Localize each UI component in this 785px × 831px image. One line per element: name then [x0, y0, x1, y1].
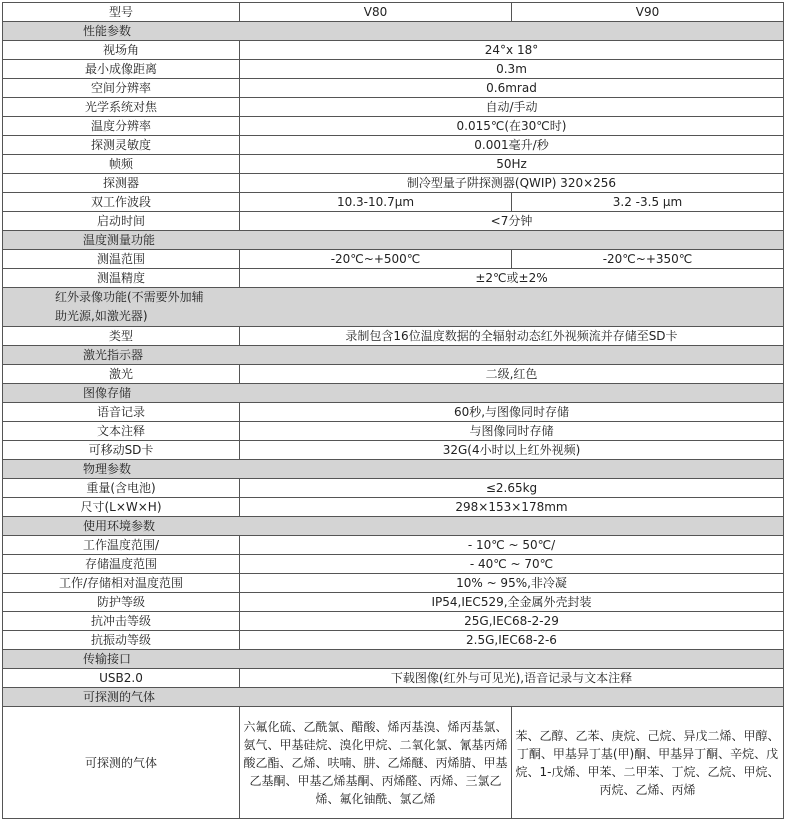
section-row	[3, 231, 784, 250]
row-value: 32G(4小时以上红外视频)	[240, 441, 784, 460]
row-value: 0.015℃(在30℃时)	[240, 117, 784, 136]
table-row	[3, 707, 784, 819]
row-label: 激光	[3, 365, 240, 384]
section-ir-record-text: 红外录像功能(不需要外加辅助光源,如激光器)	[55, 290, 204, 323]
row-value: 24°x 18°	[240, 41, 784, 60]
row-label: 尺寸(L×W×H)	[3, 498, 240, 517]
row-value-v80: 10.3-10.7μm	[240, 193, 512, 212]
row-value: 50Hz	[240, 155, 784, 174]
section-row	[3, 384, 784, 403]
section-ir-record	[3, 288, 784, 327]
section-row	[3, 288, 784, 327]
row-value: - 10℃ ~ 50℃/	[240, 536, 784, 555]
section-gases: 可探测的气体	[3, 688, 784, 707]
table-row	[3, 193, 784, 212]
table-row	[3, 536, 784, 555]
section-temp-measure: 温度测量功能	[3, 231, 784, 250]
row-value-v80: -20℃~+500℃	[240, 250, 512, 269]
section-environment: 使用环境参数	[3, 517, 784, 536]
row-label: 探测器	[3, 174, 240, 193]
row-value: 25G,IEC68-2-29	[240, 612, 784, 631]
model-label: 型号	[3, 3, 240, 22]
row-value: 下载图像(红外与可见光),语音记录与文本注释	[240, 669, 784, 688]
row-value: 298×153×178mm	[240, 498, 784, 517]
row-label: 可探测的气体	[3, 707, 240, 819]
row-label: 光学系统对焦	[3, 98, 240, 117]
row-label: 语音记录	[3, 403, 240, 422]
table-row	[3, 441, 784, 460]
row-label: 帧频	[3, 155, 240, 174]
row-value: - 40℃ ~ 70℃	[240, 555, 784, 574]
row-label: 启动时间	[3, 212, 240, 231]
table-row	[3, 60, 784, 79]
table-row	[3, 631, 784, 650]
table-row	[3, 403, 784, 422]
row-label: 防护等级	[3, 593, 240, 612]
row-label: 文本注释	[3, 422, 240, 441]
section-performance: 性能参数	[3, 22, 784, 41]
table-row	[3, 498, 784, 517]
row-label: 最小成像距离	[3, 60, 240, 79]
table-row	[3, 555, 784, 574]
row-value: 0.6mrad	[240, 79, 784, 98]
table-row	[3, 269, 784, 288]
row-label: 存储温度范围	[3, 555, 240, 574]
row-label: 抗振动等级	[3, 631, 240, 650]
section-transfer: 传输接口	[3, 650, 784, 669]
section-laser: 激光指示器	[3, 346, 784, 365]
table-row	[3, 612, 784, 631]
section-row	[3, 650, 784, 669]
row-value: <7分钟	[240, 212, 784, 231]
row-value-v90: -20℃~+350℃	[512, 250, 784, 269]
row-value: 60秒,与图像同时存储	[240, 403, 784, 422]
table-row	[3, 669, 784, 688]
table-row	[3, 574, 784, 593]
row-label: USB2.0	[3, 669, 240, 688]
row-value: 2.5G,IEC68-2-6	[240, 631, 784, 650]
table-row	[3, 136, 784, 155]
row-value: 二级,红色	[240, 365, 784, 384]
table-row	[3, 479, 784, 498]
section-row	[3, 688, 784, 707]
section-row	[3, 517, 784, 536]
row-label: 测温范围	[3, 250, 240, 269]
gas-list-v90: 苯、乙醇、乙苯、庚烷、己烷、异戊二烯、甲醇、丁酮、甲基异丁基(甲)酮、甲基异丁酮、辛烷、戊烷、1-戊烯、甲苯、二甲苯、丁烷、乙烷、甲烷、丙烷、乙烯、丙烯	[512, 707, 784, 819]
row-label: 空间分辨率	[3, 79, 240, 98]
section-physical: 物理参数	[3, 460, 784, 479]
row-label: 重量(含电池)	[3, 479, 240, 498]
row-value: IP54,IEC529,全金属外壳封装	[240, 593, 784, 612]
section-row	[3, 346, 784, 365]
row-label: 测温精度	[3, 269, 240, 288]
row-value: 0.3m	[240, 60, 784, 79]
table-row	[3, 117, 784, 136]
table-row	[3, 98, 784, 117]
table-row	[3, 155, 784, 174]
row-value: 自动/手动	[240, 98, 784, 117]
header-row	[3, 3, 784, 22]
row-label: 探测灵敏度	[3, 136, 240, 155]
table-row	[3, 327, 784, 346]
table-row	[3, 41, 784, 60]
row-value: 10% ~ 95%,非冷凝	[240, 574, 784, 593]
row-label: 抗冲击等级	[3, 612, 240, 631]
section-image-storage: 图像存储	[3, 384, 784, 403]
section-row	[3, 22, 784, 41]
model-v90: V90	[512, 3, 784, 22]
table-row	[3, 422, 784, 441]
row-value-v90: 3.2 -3.5 μm	[512, 193, 784, 212]
gas-list-v80: 六氟化硫、乙酰氯、醋酸、烯丙基溴、烯丙基氯、氨气、甲基硅烷、溴化甲烷、二氧化氯、氰基丙烯酸乙酯、乙烯、呋喃、肼、乙烯醚、丙烯腈、甲基乙基酮、甲基乙烯基酮、丙烯醛、丙烯、三氯乙烯、氟化铀酰、氯乙烯	[240, 707, 512, 819]
section-row	[3, 460, 784, 479]
table-row	[3, 250, 784, 269]
table-row	[3, 593, 784, 612]
row-value: 0.001毫升/秒	[240, 136, 784, 155]
spec-table	[2, 2, 784, 819]
row-label: 工作/存储相对温度范围	[3, 574, 240, 593]
row-value: 与图像同时存储	[240, 422, 784, 441]
row-label: 类型	[3, 327, 240, 346]
row-label: 可移动SD卡	[3, 441, 240, 460]
row-value: 制冷型量子阱探测器(QWIP) 320×256	[240, 174, 784, 193]
row-value: 录制包含16位温度数据的全辐射动态红外视频流并存储至SD卡	[240, 327, 784, 346]
table-row	[3, 212, 784, 231]
model-v80: V80	[240, 3, 512, 22]
row-label: 视场角	[3, 41, 240, 60]
table-row	[3, 365, 784, 384]
row-value: ±2℃或±2%	[240, 269, 784, 288]
row-value: ≤2.65kg	[240, 479, 784, 498]
row-label: 双工作波段	[3, 193, 240, 212]
row-label: 工作温度范围/	[3, 536, 240, 555]
table-row	[3, 79, 784, 98]
row-label: 温度分辨率	[3, 117, 240, 136]
table-row	[3, 174, 784, 193]
